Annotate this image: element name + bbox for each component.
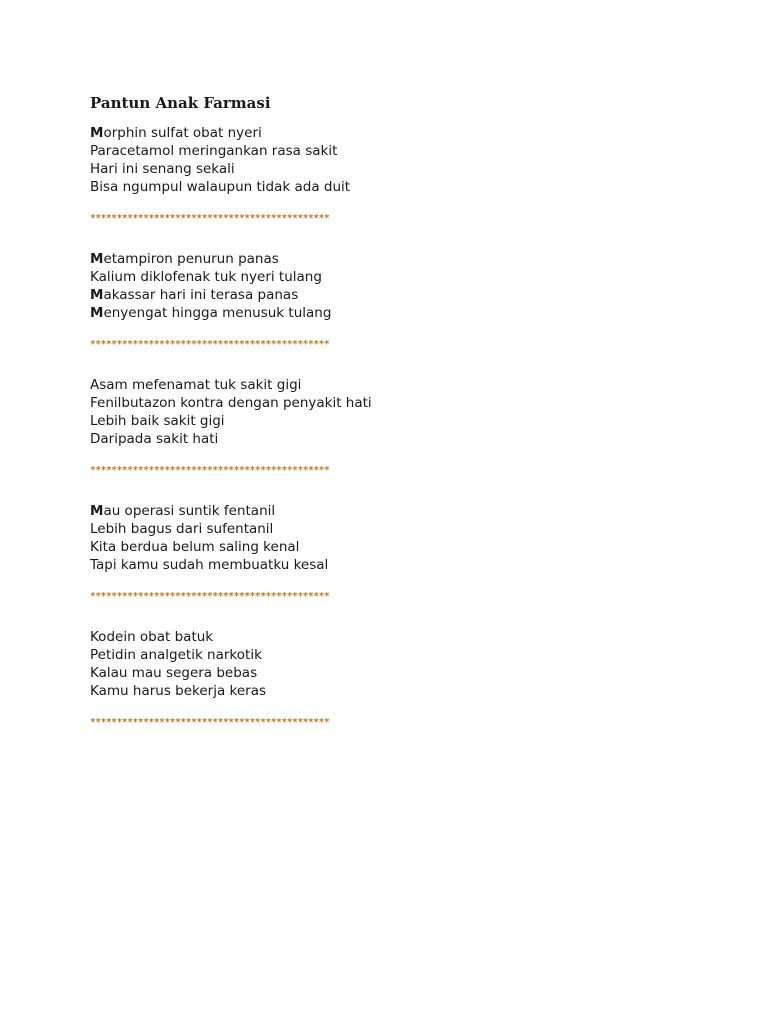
poem-line: [90, 430, 690, 448]
poem-line: [90, 178, 690, 196]
poem-line: [90, 124, 690, 142]
line-text: Kalau mau segera bebas: [90, 665, 258, 681]
line-text: Kamu harus bekerja keras: [90, 683, 267, 699]
poem-line: [90, 376, 690, 394]
line-initial: M: [90, 503, 104, 519]
line-text: Kodein obat batuk: [90, 629, 214, 645]
line-text: akassar hari ini terasa panas: [103, 287, 299, 303]
poem-line: [90, 682, 690, 700]
stanza: [90, 124, 690, 196]
poem-line: [90, 520, 690, 538]
line-text: Asam mefenamat tuk sakit gigi: [90, 377, 302, 393]
page-title: Pantun Anak Farmasi: [90, 94, 271, 112]
poem-line: [90, 664, 690, 682]
poem-line: [90, 304, 690, 322]
line-text: enyengat hingga menusuk tulang: [103, 305, 332, 321]
line-text: Fenilbutazon kontra dengan penyakit hati: [90, 395, 372, 411]
stanza-separator: *********************************************: [90, 465, 330, 476]
stanza-separator: *********************************************: [90, 213, 330, 224]
poem-line: [90, 268, 690, 286]
line-text: au operasi suntik fentanil: [103, 503, 276, 519]
poem-line: [90, 160, 690, 178]
poem-line: [90, 142, 690, 160]
poem-line: [90, 538, 690, 556]
line-initial: M: [90, 251, 104, 267]
stanza: [90, 376, 690, 448]
poem-line: [90, 646, 690, 664]
document-page: [90, 92, 690, 754]
poem-line: [90, 556, 690, 574]
line-initial: M: [90, 305, 104, 321]
line-text: Daripada sakit hati: [90, 431, 219, 447]
line-text: Kalium diklofenak tuk nyeri tulang: [90, 269, 322, 285]
poem-line: [90, 628, 690, 646]
line-text: Paracetamol meringankan rasa sakit: [90, 143, 338, 159]
line-text: Lebih bagus dari sufentanil: [90, 521, 274, 537]
poem-body: [90, 124, 690, 730]
stanza: [90, 628, 690, 700]
line-initial: M: [90, 125, 104, 141]
stanza-separator: *********************************************: [90, 591, 330, 602]
poem-line: [90, 286, 690, 304]
line-text: Petidin analgetik narkotik: [90, 647, 262, 663]
line-initial: M: [90, 287, 104, 303]
line-text: Lebih baik sakit gigi: [90, 413, 225, 429]
line-text: Bisa ngumpul walaupun tidak ada duit: [90, 179, 351, 195]
line-text: etampiron penurun panas: [103, 251, 279, 267]
poem-line: [90, 250, 690, 268]
line-text: Kita berdua belum saling kenal: [90, 539, 300, 555]
poem-line: [90, 394, 690, 412]
stanza: [90, 250, 690, 322]
poem-line: [90, 412, 690, 430]
line-text: Hari ini senang sekali: [90, 161, 235, 177]
poem-line: [90, 502, 690, 520]
stanza: [90, 502, 690, 574]
stanza-separator: *********************************************: [90, 339, 330, 350]
stanza-separator: *********************************************: [90, 717, 330, 728]
line-text: orphin sulfat obat nyeri: [103, 125, 262, 141]
line-text: Tapi kamu sudah membuatku kesal: [90, 557, 329, 573]
